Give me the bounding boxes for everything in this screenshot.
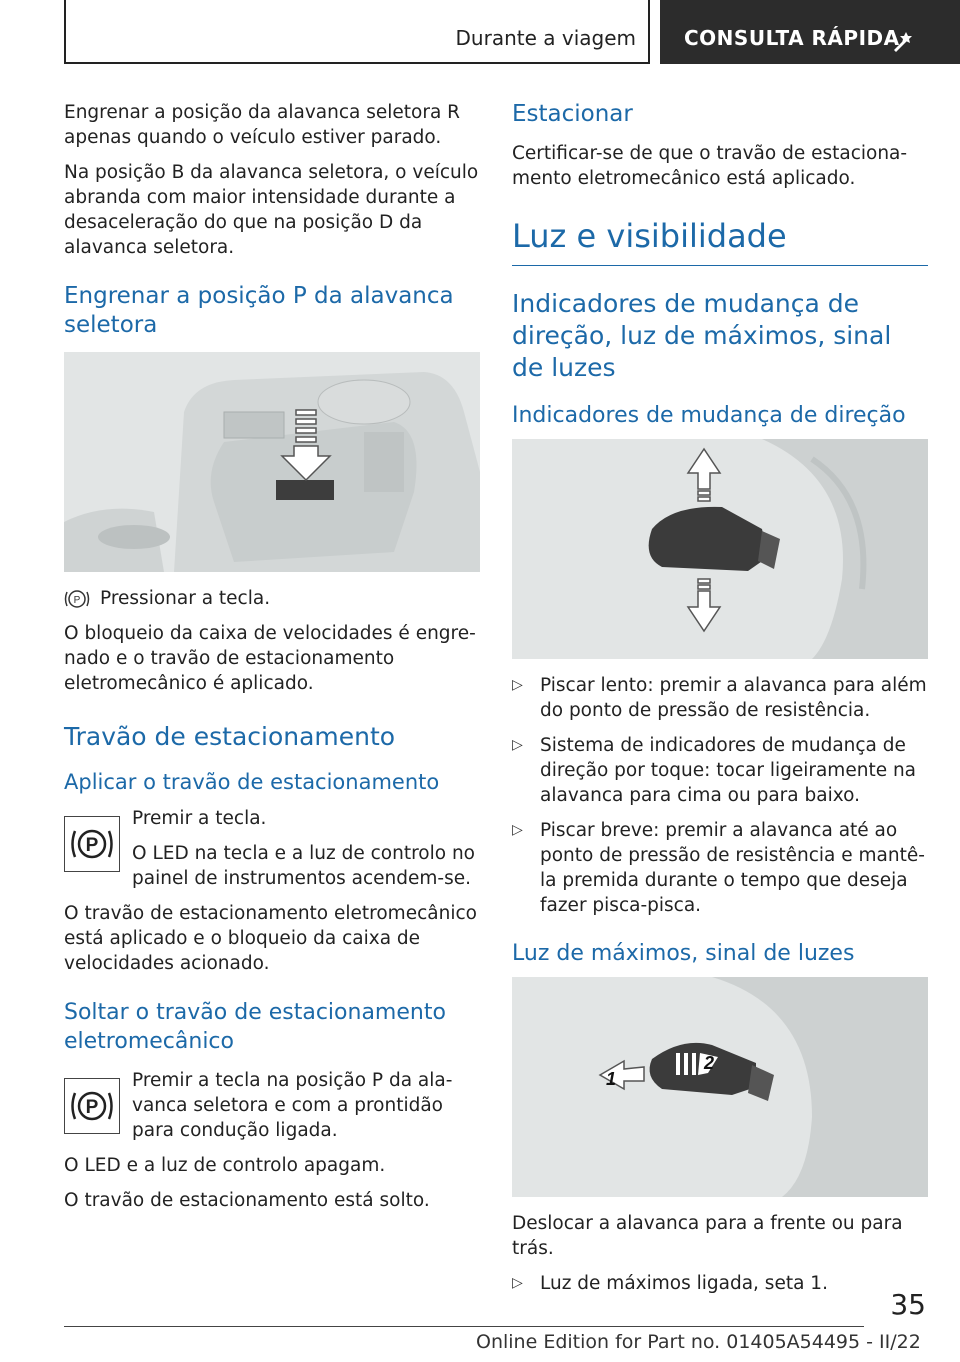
paragraph-lock-engaged: O bloqueio da caixa de velocidades é engrenado e o travão de estacionamento eletromecânico é aplicado. bbox=[64, 623, 476, 694]
parking-brake-button-icon bbox=[64, 816, 120, 872]
heading-engage-p: Engrenar a posição P da alavanca seletora bbox=[64, 283, 454, 338]
figure-high-beam-lever bbox=[512, 977, 928, 1197]
figure-label-2: 2 bbox=[704, 1053, 715, 1073]
apply-brake-block bbox=[64, 806, 480, 901]
paragraph-move-lever: Deslocar a alavanca para a frente ou para trás. bbox=[512, 1213, 903, 1259]
press-button-line bbox=[64, 586, 480, 611]
parking-brake-button-icon-2 bbox=[64, 1078, 120, 1134]
figure-selector-lever-p bbox=[64, 352, 480, 572]
heading-high-beam: Luz de máximos, sinal de luzes bbox=[512, 941, 855, 966]
heading-park: Estacionar bbox=[512, 101, 633, 127]
svg-text:P: P bbox=[73, 595, 81, 606]
header-section-title: Durante a viagem bbox=[455, 26, 636, 50]
paragraph-park: Certificar-se de que o travão de estacionamento eletromecânico está aplicado. bbox=[512, 143, 908, 189]
heading-apply-brake: Aplicar o travão de estacionamento bbox=[64, 770, 440, 794]
header-rule-divider bbox=[648, 0, 650, 64]
bullet-touch-indicator bbox=[512, 733, 928, 808]
paragraph-brake-applied: O travão de estacionamento eletromecânico está aplicado e o bloqueio da caixa de velocidades acionado. bbox=[64, 903, 477, 974]
page-number: 35 bbox=[890, 1288, 926, 1321]
header-rule-bottom bbox=[64, 62, 648, 64]
bullet-triangle-icon: ▷ bbox=[512, 1275, 523, 1291]
bullet-text: Luz de máximos ligada, seta 1. bbox=[540, 1273, 828, 1294]
press-button-text: Pressionar a tecla. bbox=[100, 588, 271, 609]
header-rule-left bbox=[64, 0, 66, 64]
release-brake-block bbox=[64, 1068, 480, 1153]
heading-turn-high-beam: Indicadores de mudança de direção, luz de máximos, sinal de luzes bbox=[512, 289, 892, 382]
right-column bbox=[512, 100, 928, 1306]
bullet-triangle-icon: ▷ bbox=[512, 737, 523, 753]
quick-reference-icon bbox=[892, 30, 918, 54]
paragraph-led-off: O LED e a luz de controlo apagam. bbox=[64, 1155, 386, 1176]
bullet-text: Piscar lento: premir a alavanca para além do ponto de pressão de resistência. bbox=[540, 675, 927, 721]
paragraph-r-position: Engrenar a posição da alavanca seletora R apenas quando o veículo estiver parado. bbox=[64, 102, 461, 148]
apply-step-1: Premir a tecla. bbox=[132, 808, 267, 829]
heading-turn-indicators: Indicadores de mudança de direção bbox=[512, 403, 906, 428]
parking-p-small-icon bbox=[64, 588, 90, 610]
heading-release-brake: Soltar o travão de estacionamento eletromecânico bbox=[64, 1000, 446, 1054]
svg-text:P: P bbox=[85, 1097, 99, 1118]
header-tab-label: CONSULTA RÁPIDA bbox=[684, 26, 900, 50]
apply-step-2: O LED na tecla e a luz de controlo no painel de instrumentos acendem-se. bbox=[132, 843, 475, 889]
paragraph-b-position: Na posição B da alavanca seletora, o veículo abranda com maior intensidade durante a desaceleração do que na posição D da alavanca seletora. bbox=[64, 162, 479, 258]
footer-edition: Online Edition for Part no. 01405A54495 - II/22 bbox=[476, 1331, 921, 1353]
paragraph-brake-released: O travão de estacionamento está solto. bbox=[64, 1190, 430, 1211]
heading-parking-brake: Travão de estacionamento bbox=[64, 722, 396, 751]
bullet-triangle-icon: ▷ bbox=[512, 677, 523, 693]
bullet-high-beam-on bbox=[512, 1271, 928, 1296]
left-column bbox=[64, 100, 480, 1223]
bullet-triangle-icon: ▷ bbox=[512, 822, 523, 838]
figure-turn-indicator-lever bbox=[512, 439, 928, 659]
footer-rule bbox=[64, 1326, 864, 1327]
header-tab-quick-reference[interactable] bbox=[660, 0, 960, 64]
bullet-brief-blink bbox=[512, 818, 928, 918]
bullet-slow-blink bbox=[512, 673, 928, 723]
bullet-text: Piscar breve: premir a alavanca até ao ponto de pressão de resistência e mantê-la premida durante o tempo que deseja fazer pisca-pisca. bbox=[540, 820, 925, 916]
bullet-text: Sistema de indicadores de mudança de direção por toque: tocar ligeiramente na alavanca para cima ou para baixo. bbox=[540, 735, 917, 806]
heading-lights-visibility: Luz e visibilidade bbox=[512, 217, 928, 266]
svg-text:P: P bbox=[85, 835, 99, 856]
figure-label-1: 1 bbox=[606, 1069, 617, 1089]
release-step-1: Premir a tecla na posição P da alavanca seletora e com a prontidão para condução ligada. bbox=[132, 1070, 453, 1141]
